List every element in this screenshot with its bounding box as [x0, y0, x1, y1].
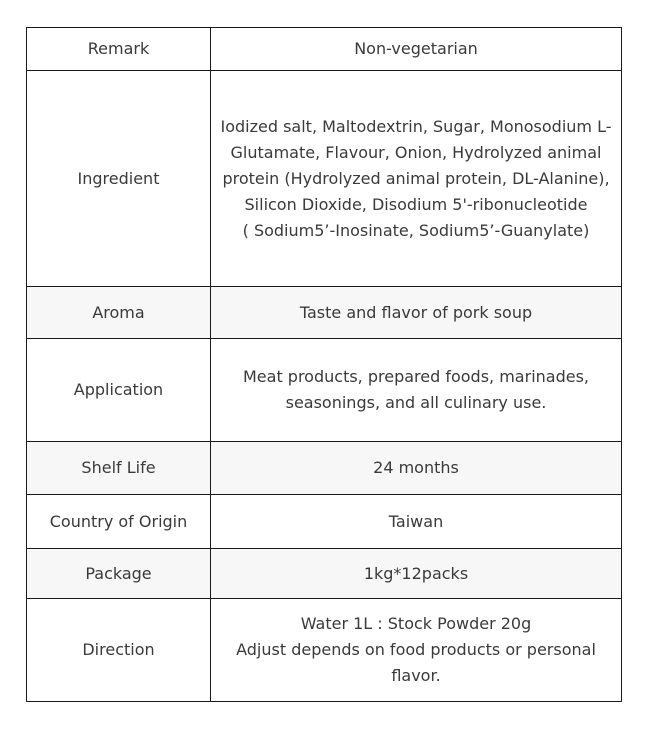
table-row-aroma — [27, 287, 622, 339]
row-label: Package — [27, 549, 211, 599]
row-value: Taiwan — [211, 495, 622, 549]
row-label: Aroma — [27, 287, 211, 339]
table-row-application — [27, 339, 622, 442]
row-value: 1kg*12packs — [211, 549, 622, 599]
row-label: Application — [27, 339, 211, 442]
table-row-direction — [27, 599, 622, 702]
ingredient-line: Silicon Dioxide, Disodium 5'-ribonucleotide — [244, 194, 588, 214]
ingredient-line: Iodized salt, Maltodextrin, Sugar, Monosodium L- — [220, 116, 612, 136]
row-value: Non-vegetarian — [211, 28, 622, 71]
row-label: Ingredient — [27, 71, 211, 287]
table-row-shelf-life — [27, 442, 622, 495]
direction-line: Water 1L : Stock Powder 20g — [300, 614, 532, 633]
application-line: Meat products, prepared foods, marinades, — [242, 367, 589, 386]
ingredient-line: ( Sodium5’-Inosinate, Sodium5’-Guanylate) — [242, 220, 590, 240]
row-value — [211, 339, 622, 442]
direction-line: Adjust depends on food products or personal — [236, 640, 596, 659]
row-label: Remark — [27, 28, 211, 71]
application-line: seasonings, and all culinary use. — [285, 393, 547, 412]
row-value: Taste and flavor of pork soup — [211, 287, 622, 339]
table-row-country-of-origin — [27, 495, 622, 549]
product-spec-table — [26, 27, 622, 702]
row-label: Direction — [27, 599, 211, 702]
table-row-package — [27, 549, 622, 599]
ingredient-line: Glutamate, Flavour, Onion, Hydrolyzed animal — [230, 142, 602, 162]
row-label: Country of Origin — [27, 495, 211, 549]
row-label: Shelf Life — [27, 442, 211, 495]
direction-line: flavor. — [391, 666, 441, 685]
table-row-remark — [27, 28, 622, 71]
ingredient-line: protein (Hydrolyzed animal protein, DL-Alanine), — [222, 168, 610, 188]
row-value — [211, 71, 622, 287]
row-value — [211, 599, 622, 702]
table-row-ingredient — [27, 71, 622, 287]
row-value: 24 months — [211, 442, 622, 495]
